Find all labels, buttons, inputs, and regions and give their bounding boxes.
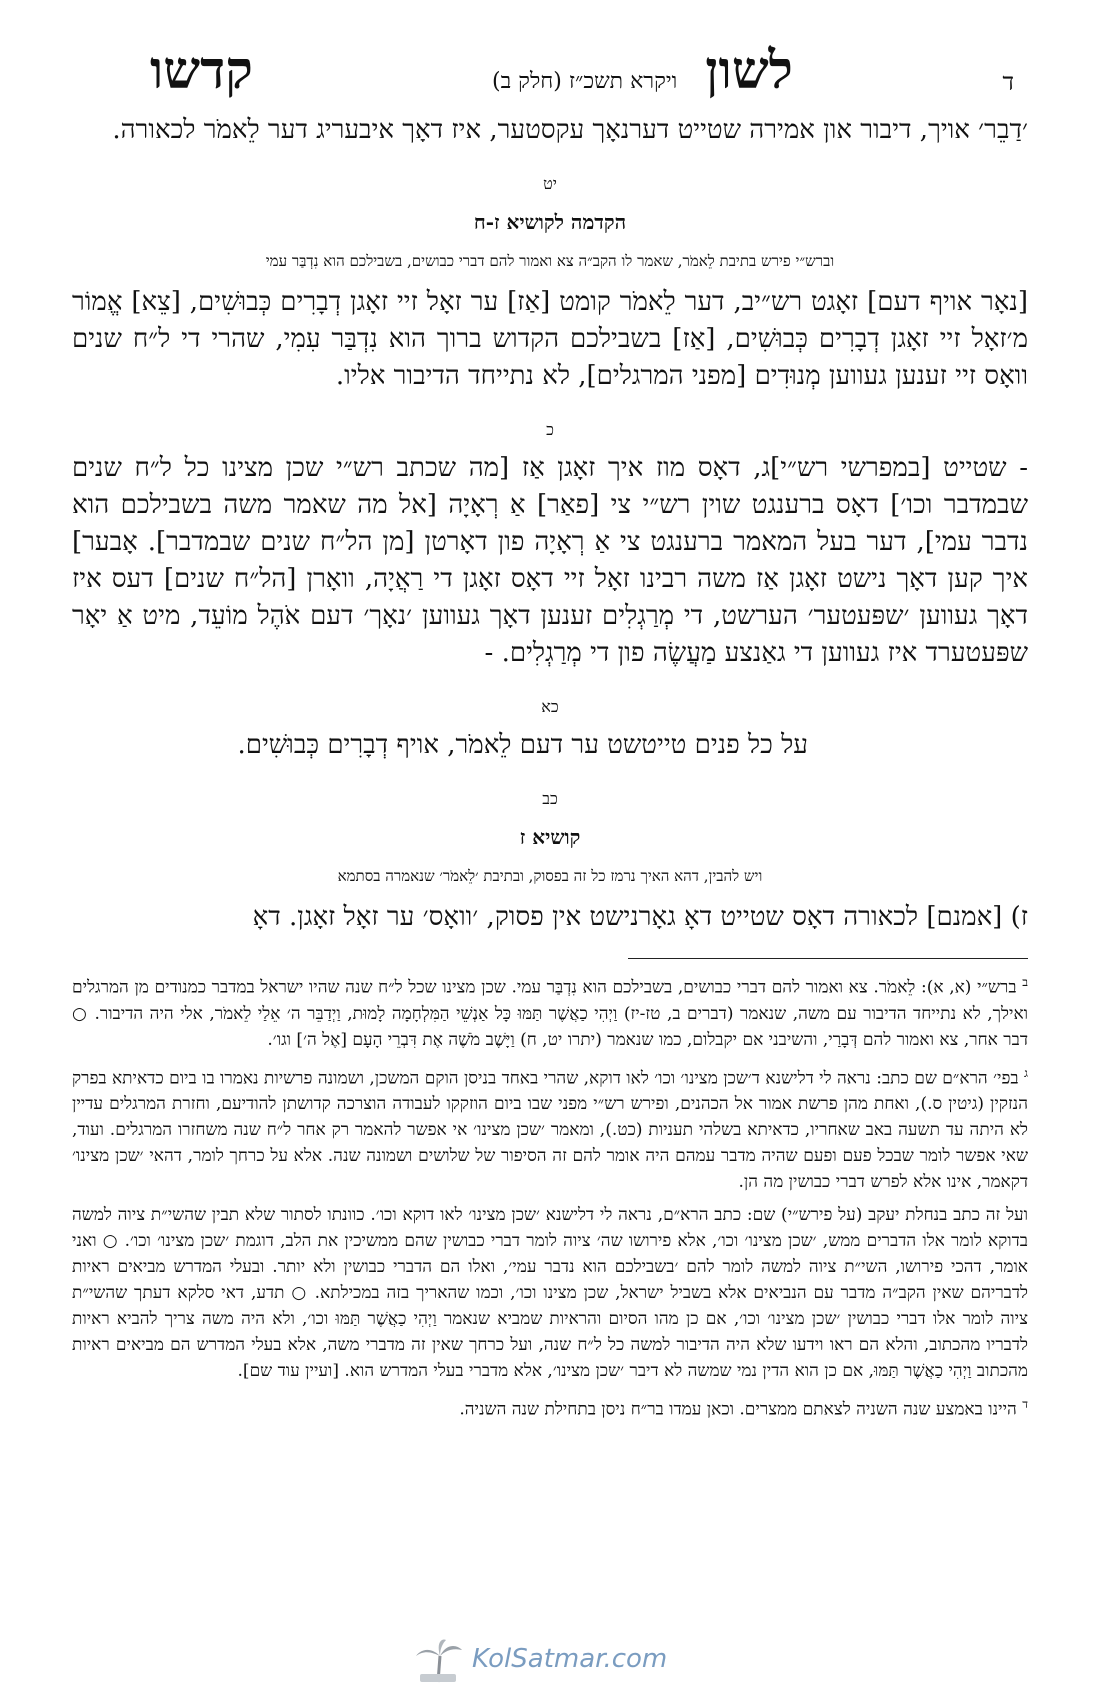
site-logo[interactable] — [412, 1638, 712, 1684]
footnotes — [72, 969, 1028, 1423]
section-paragraph: על כל פנים טייטשט ער דעם לֵאמֹר, אויף דְבָרִים כְּבוּשִׁים. — [237, 730, 808, 760]
intro-paragraph: ׳דַבֵר׳ אויך, דיבור און אמירה שטייט דערנאָך עקסטער, איז דאָך איבעריג דער לֵאמֹר לכאורה. — [112, 115, 1028, 145]
logo-text: KolSatmar.com — [472, 1644, 668, 1674]
footnote-divider — [628, 958, 1028, 959]
section-title: קושיא ז — [519, 825, 581, 849]
footnote-text: היינו באמצע שנה השניה לצאתם ממצרים. וכאן עמדו בר״ח ניסן בתחילת שנה השניה. — [459, 1399, 1017, 1420]
section-quote: וברש״י פירש בתיבת לֵאמֹר, שאמר לו הקב״ה צא ואמור להם דברי כבושים, בשבילכם הוא נִדְבַּר עמי — [265, 252, 835, 270]
footnote-text: בפי׳ הרא״ם שם כתב: נראה לי דלישנא ד׳שכן מצינו׳ וכו׳ לאו דוקא, שהרי באחד בניסן הוקם המשכן, ושמונה פרשיות נאמרו בו ביום כדאיתא בפרק הנזקין (גיטין ס.), ואחת מהן פרשת אמור אל הכהנים, ופירש רש״י מפני שבו ביום הוזקקו לעבודה הוצרכה קדושתן להודיעם, וחזרת המרגלים עדיין לא היתה עד תשעה באב שאחריו, כדאיתא בשלהי תעניות (כט.), ומאמר ׳שכן מצינו׳ אי אפשר להאמר רק אחר ל״ח שנה משחזרו המרגלים. ועוד, שאי אפשר לומר שבכל פעם ופעם שהיה מדבר עמהם היה אומר להם זה הסיפור של שלושים ושמונה שנה. אלא על כרחך לומר, דהאי ׳שכן מצינו׳ דקאמר, אינו אלא לפרש דברי כבושין מה הן. — [72, 1068, 1028, 1193]
section-quote: ויש להבין, דהא האיך נרמז כל זה בפסוק, ובתיבת ׳לֵאמֹר׳ שנאמרה בסתמא — [337, 867, 763, 885]
footnote — [72, 1060, 1028, 1196]
footnote — [72, 1202, 1028, 1384]
section-paragraph: [נאָר אויף דעם] זאָגט רש״יב, דער לֵאמֹר קומט [אַז] ער זאָל זיי זאָגן דְבָרִים כְּבוּשִׁים, [צֵא] אֱמוֹר מ׳זאָל זיי זאָגן דְבָרִים כְּבוּשִׁים, [אַז] בשבילכם הקדוש ברוך הוא נִדְבַּר עִמִי, שהרי די ל״ח שנים וואָס זיי זענען געווען מְנוּדִים [מפני המרגלים], לא נתייחד הדיבור אליו. — [72, 287, 1028, 391]
section-title: הקדמה לקושיא ז-ח — [473, 210, 627, 234]
parsha-label: ויקרא תשכ״ז (חלק ב) — [492, 69, 678, 94]
footnote-text: ועל זה כתב בנחלת יעקב (על פירש״י) שם: כתב הרא״ם, נראה לי דלישנא ׳שכן מצינו׳ לאו דוקא וכו׳. כוונתו לסתור שלא תבין שהשי״ת ציוה למשה בדוקא לומר אלו הדברים ממש, ׳שכן מצינו׳ וכו׳, אלא פירושו שה׳ ציוה לומר דברי כבושין שהם ממשיכין את הלב, דוגמת ׳שכן מצינו׳ וכו׳. ○ ואני אומר, דהכי פירושו, השי״ת ציוה למשה לומר להם ׳בשבילכם הוא נדבר עמי׳, ואלו הם הדברי כבושין ולא יותר. ובעלי המדרש מביאים ראיות לדבריהם שאין הקב״ה מדבר עם הנביאים אלא בשביל ישראל, שכן מצינו וכו׳, וכמו שהאריך בזה במכילתא. ○ תדע, דאי סלקא דעתך שהשי״ת ציוה לומר אלו דברי כבושין ׳שכן מצינו׳ וכו׳, אם כן מהו הסיום והראיות שמביא שנאמר וַיְהִי כַאֲשֶׁר תַּמּוּ וכו׳, ולא היה משה צריך להביא ראיות לדבריו מהכתוב, והלא הם ראו וידעו שלא היה הדיבור למשה כל ל״ח שנה, ועל כרחך שאין זה מדברי משה, אלא בעלי המדרש הם מביאים ראיות מהכתוב וַיְהִי כַאֲשֶׁר תַּמּוּ, אם כן הוא הדין נמי שמשה לא דיבר ׳שכן מצינו׳, אלא מדברי בעלי המדרש הוא. [ועיין עוד שם]. — [72, 1205, 1028, 1382]
running-title-left: קדשו — [150, 40, 253, 101]
section-number: יט — [543, 174, 557, 193]
page-number: ד — [1002, 68, 1014, 96]
footnote — [72, 1391, 1028, 1423]
footnote — [72, 969, 1028, 1053]
running-title-right: לשון — [705, 40, 793, 101]
footnote-mark: ד — [1022, 1397, 1028, 1412]
section-paragraph: ז) [אמנם] לכאורה דאָס שטייט דאָ גאָרנישט אין פסוק, ׳וואָס׳ ער זאָל זאָגן. דאָ — [252, 902, 1028, 932]
footnote-text: ברש״י (א, א): לֵאמֹר. צא ואמור להם דברי כבושים, בשבילכם הוא נִדְבַּר עמי. שכן מצינו שכל ל״ח שנה שהיו ישראל במדבר כמנודים מן המרגלים ואילך, לא נתייחד הדיבור עם משה, שנאמר (דברים ב, טז-יז) וַיְהִי כַאֲשֶׁר תַּמּוּ כָּל אַנְשֵׁי הַמִּלְחָמָה לָמוּת, וַיְדַבֵּר ה׳ אֵלַי לֵאמֹר, אלי היה הדיבור. ○ דבר אחר, צא ואמור להם דְּבָרַי, והשיבני אם יקבלום, כמו שנאמר (יתרו יט, ח) וַיָּשֶׁב מֹשֶׁה אֶת דִּבְרֵי הָעָם [אֶל ה׳] וגו׳. — [72, 977, 1028, 1050]
footnote-mark: ג — [1024, 1065, 1028, 1080]
footnote-mark: ב — [1022, 975, 1029, 989]
main-text — [72, 112, 1028, 936]
section-number: כ — [546, 420, 554, 439]
section-paragraph: - שטייט [במפרשי רש״י]ג, דאָס מוז איך זאָגן אַז [מה שכתב רש״י שכן מצינו כל ל״ח שנים שבמדבר וכו׳] דאָס ברענגט שוין רש״י צי [פאַר] אַ רְאָיָה [אל מה שאמר משה בשבילכם הוא נדבר עמי], דער בעל המאמר ברענגט צי אַ רְאָיָה פון דאָרטן [מן הל״ח שנים שבמדבר]. אָבער] איך קען דאָך נישט זאָגן אַז משה רבינו זאָל זיי דאָס זאָגן די רַאֲיָה, וואָרן [הל״ח שנים] דעס איז דאָך געווען ׳שפּעטער׳ הערשט, די מְרַגְלִים זענען דאָך געווען ׳נאָך׳ דעם אֹהֶל מוֹעֵד, מיט אַ יאָר שפּעטערד איז געווען די גאַנצע מַעֲשֶׂה פון די מְרַגְלִים. - — [72, 453, 1028, 668]
page-header — [72, 40, 1028, 112]
palm-tree-logo-icon — [412, 1638, 464, 1684]
section-number: כא — [541, 697, 559, 716]
section-number: כב — [542, 789, 558, 808]
